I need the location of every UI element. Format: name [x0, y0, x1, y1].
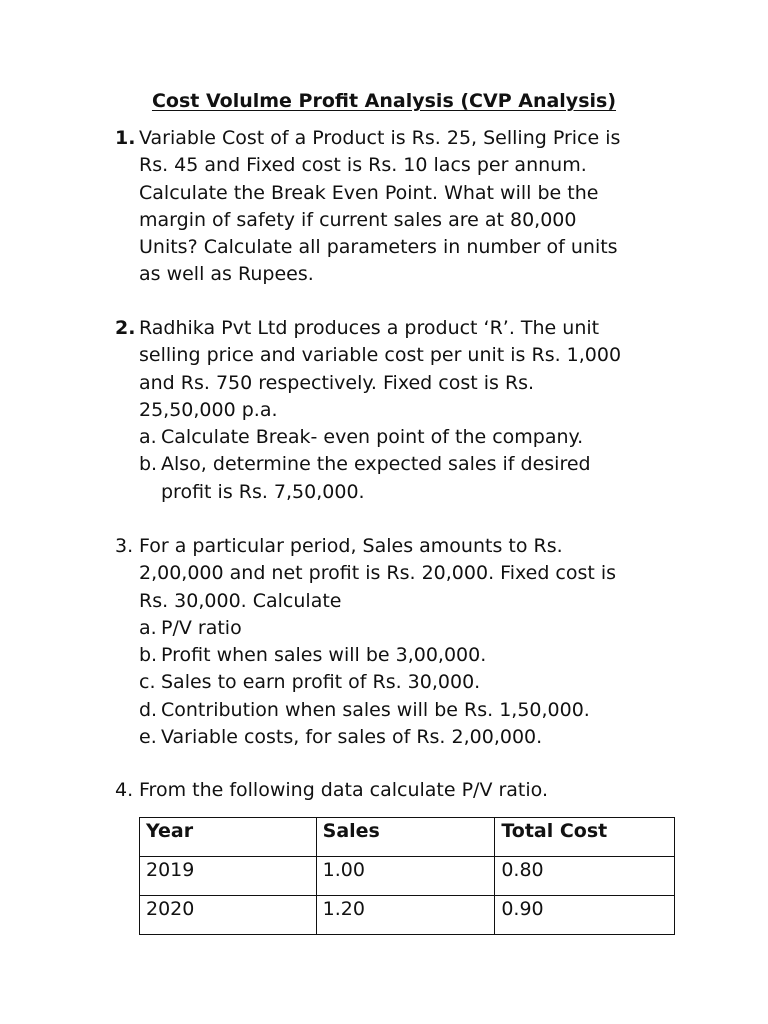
sub-question-line: Variable costs, for sales of Rs. 2,00,000. [161, 726, 543, 749]
question-line: Units? Calculate all parameters in number of units [139, 236, 618, 259]
question-text [139, 777, 695, 804]
question-text [139, 125, 695, 289]
sub-question-letter: e. [139, 726, 157, 749]
table-row [140, 857, 675, 896]
question-line: For a particular period, Sales amounts to Rs. [139, 535, 563, 557]
sub-question-letter: c. [139, 671, 156, 694]
sub-question-letter: d. [139, 698, 158, 721]
table-cell: 1.20 [316, 896, 495, 935]
question-line: and Rs. 750 respectively. Fixed cost is Rs. [139, 371, 535, 394]
document-title: Cost Volulme Profit Analysis (CVP Analysis) [151, 90, 617, 112]
question-number: 1. [115, 127, 136, 149]
table-cell: 0.80 [495, 857, 675, 896]
question-text [139, 533, 695, 751]
table-row [140, 896, 675, 935]
table-header-cell: Sales [316, 818, 495, 857]
question-line: 25,50,000 p.a. [139, 398, 278, 421]
sub-question-d [139, 697, 695, 724]
table-cell: 2020 [140, 896, 317, 935]
sub-question-b [139, 451, 695, 506]
question-line: 2,00,000 and net profit is Rs. 20,000. Fixed cost is [139, 562, 617, 585]
table-header-cell: Year [140, 818, 317, 857]
sub-question-line: Profit when sales will be 3,00,000. [161, 644, 487, 667]
sub-question-e [139, 724, 695, 751]
question-1 [115, 125, 695, 289]
table-cell: 1.00 [316, 857, 495, 896]
sub-question-b [139, 642, 695, 669]
sub-question-line: Sales to earn profit of Rs. 30,000. [161, 671, 481, 694]
data-table [139, 817, 675, 935]
question-text [139, 315, 695, 506]
question-line: Calculate the Break Even Point. What will be the [139, 181, 599, 204]
table-header-cell: Total Cost [495, 818, 675, 857]
sub-question-line: Calculate Break- even point of the company. [161, 426, 584, 449]
sub-question-letter: a. [139, 426, 157, 449]
question-line: as well as Rupees. [139, 263, 314, 286]
question-line: Rs. 30,000. Calculate [139, 589, 342, 612]
question-number: 2. [115, 317, 136, 339]
sub-question-line: profit is Rs. 7,50,000. [161, 480, 365, 503]
sub-question-c [139, 669, 695, 696]
sub-question-line: Contribution when sales will be Rs. 1,50,000. [161, 698, 590, 721]
question-2 [115, 315, 695, 506]
question-line: Rs. 45 and Fixed cost is Rs. 10 lacs per annum. [139, 154, 587, 177]
question-line: Radhika Pvt Ltd produces a product ‘R’. The unit [139, 317, 600, 339]
sub-question-line: Also, determine the expected sales if desired [161, 453, 591, 476]
question-line: margin of safety if current sales are at 80,000 [139, 208, 577, 231]
sub-question-letter: a. [139, 616, 157, 639]
sub-question-a [139, 615, 695, 642]
question-line: From the following data calculate P/V ratio. [139, 779, 548, 801]
question-number: 4. [115, 779, 134, 801]
table-header-row [140, 818, 675, 857]
sub-question-letter: b. [139, 644, 158, 667]
question-4 [115, 777, 695, 804]
question-3 [115, 533, 695, 751]
question-line: selling price and variable cost per unit is Rs. 1,000 [139, 344, 622, 367]
sub-question-line: P/V ratio [161, 616, 242, 639]
sub-question-letter: b. [139, 453, 158, 476]
question-number: 3. [115, 535, 134, 557]
sub-question-a [139, 424, 695, 451]
table-cell: 0.90 [495, 896, 675, 935]
table-cell: 2019 [140, 857, 317, 896]
question-line: Variable Cost of a Product is Rs. 25, Selling Price is [139, 127, 621, 149]
